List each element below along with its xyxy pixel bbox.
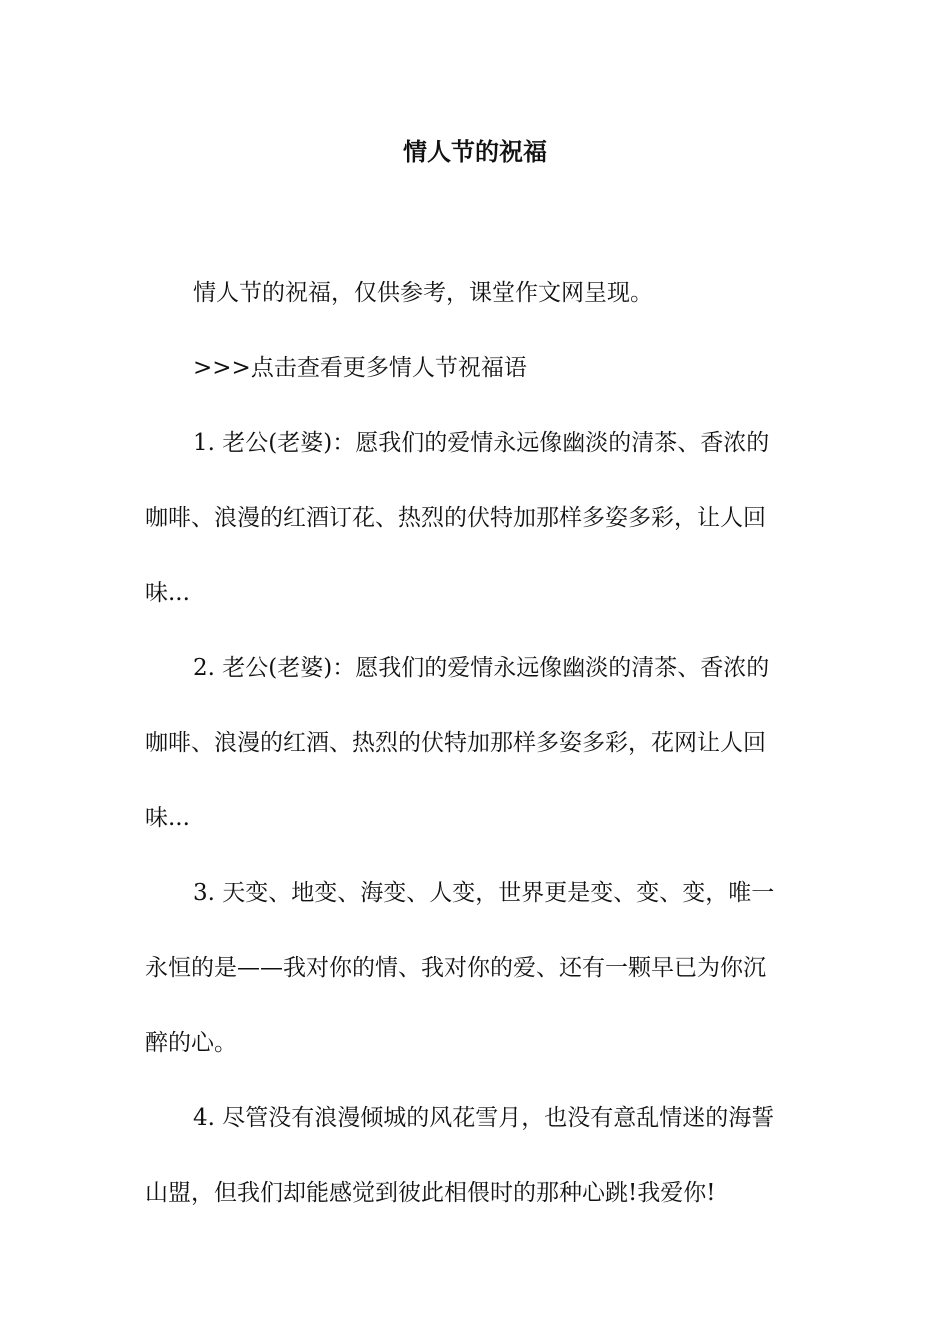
paragraph-line: 4. 尽管没有浪漫倾城的风花雪月，也没有意乱情迷的海誓: [193, 1105, 775, 1131]
paragraph-line: 情人节的祝福，仅供参考，课堂作文网呈现。: [193, 280, 653, 306]
paragraph-wish-2: [145, 631, 805, 856]
paragraph-line: 永恒的是——我对你的情、我对你的爱、还有一颗早已为你沉: [145, 955, 766, 981]
paragraph-line: 味...: [145, 805, 190, 831]
paragraph-more-link: [145, 331, 805, 406]
paragraph-line: 醉的心。: [145, 1030, 237, 1056]
document-body: [145, 256, 805, 1231]
paragraph-line: 山盟，但我们却能感觉到彼此相偎时的那种心跳!我爱你!: [145, 1180, 716, 1206]
paragraph-wish-1: [145, 406, 805, 631]
paragraph-line: 2. 老公(老婆)：愿我们的爱情永远像幽淡的清茶、香浓的: [193, 655, 770, 681]
paragraph-line: 1. 老公(老婆)：愿我们的爱情永远像幽淡的清茶、香浓的: [193, 430, 770, 456]
paragraph-line: 咖啡、浪漫的红酒订花、热烈的伏特加那样多姿多彩，让人回: [145, 505, 766, 531]
document-title: 情人节的祝福: [403, 137, 547, 166]
paragraph-wish-4: [145, 1081, 805, 1231]
paragraph-line: 咖啡、浪漫的红酒、热烈的伏特加那样多姿多彩，花网让人回: [145, 730, 766, 756]
paragraph-intro: [145, 256, 805, 331]
paragraph-wish-3: [145, 856, 805, 1081]
paragraph-line: 3. 天变、地变、海变、人变，世界更是变、变、变，唯一: [193, 880, 775, 906]
paragraph-line: 味...: [145, 580, 190, 606]
more-wishes-link[interactable]: >>>点击查看更多情人节祝福语: [193, 355, 527, 381]
